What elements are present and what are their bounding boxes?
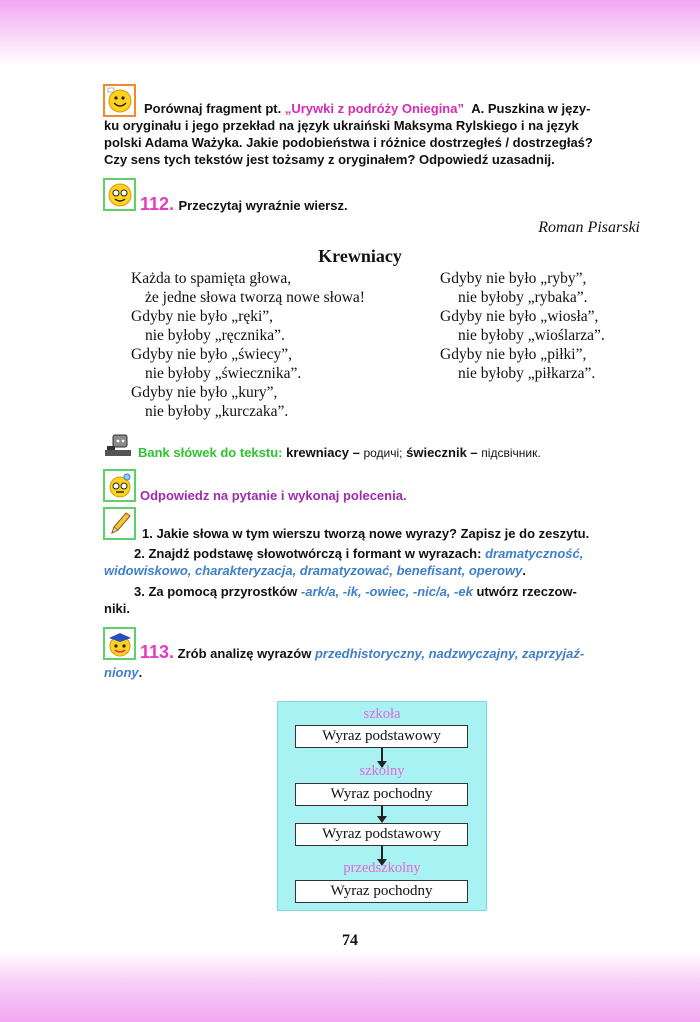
diagram-box-base-1: Wyraz podstawowy — [295, 725, 468, 748]
task-1: 1. Jakie słowa w tym wierszu tworzą nowe wyrazy? Zapisz je do zeszytu. — [142, 526, 590, 541]
diagram-arrow-line — [381, 748, 383, 762]
ex113-number: 113. — [140, 642, 175, 662]
poem-left-column — [131, 269, 431, 421]
poem-line: Gdyby nie było „kury”, — [131, 384, 278, 401]
poem-line: że jedne słowa tworzą nowe słowa! — [145, 289, 365, 306]
poem-line: nie byłoby „ręcznika”. — [145, 327, 285, 344]
ex113-period: . — [138, 665, 143, 680]
word-formation-diagram — [277, 701, 487, 911]
poem-line: nie byłoby „wioślarza”. — [458, 327, 605, 344]
word-bank-trans2: підсвічник. — [481, 446, 541, 460]
reading-smiley-icon — [103, 178, 136, 211]
thinking-smiley-icon — [103, 469, 136, 502]
computer-mascot-icon — [103, 432, 137, 460]
task-3-text: 3. Za pomocą przyrostków — [134, 584, 298, 599]
poem-author: Roman Pisarski — [538, 219, 640, 236]
poem-line: nie byłoby „piłkarza”. — [458, 365, 596, 382]
poem-title: Krewniacy — [318, 246, 402, 266]
top-gradient-band — [0, 0, 700, 66]
word-bank-word2: świecznik – — [406, 445, 478, 460]
intro-line3: polski Adama Ważyka. Jakie podobieństwa i różnice dostrzegłeś / dostrzegłaś? — [104, 135, 593, 150]
answer-heading: Odpowiedz na pytanie i wykonaj polecenia. — [140, 488, 407, 503]
ex113 — [104, 643, 644, 682]
diagram-box-derived-2: Wyraz pochodny — [295, 880, 468, 903]
ex113-words-end: niony — [104, 665, 139, 680]
ex113-text: Zrób analizę wyrazów — [177, 646, 312, 661]
diagram-word-szkola: szkoła — [363, 706, 401, 722]
task-2-text: 2. Znajdź podstawę słowotwórczą i formant w wyrazach: — [134, 546, 482, 561]
intro-line2: ku oryginału i jego przekład na język ukraiński Maksyma Rylskiego i na język — [104, 118, 579, 133]
task-2-line2 — [104, 562, 644, 579]
intro-line4: Czy sens tych tekstów jest tożsamy z oryginałem? Odpowiedź uzasadnij. — [104, 152, 555, 167]
diagram-word-przedszkolny: przedszkolny — [343, 860, 421, 876]
ex112-number: 112. — [140, 194, 175, 214]
ex112-header — [140, 194, 500, 215]
poem-line: Gdyby nie było „piłki”, — [440, 346, 587, 363]
intro-line1-a: Porównaj fragment pt. — [144, 101, 285, 116]
word-bank-trans1: родичі; — [363, 446, 403, 460]
task-3-text-b: utwórz rzeczow- — [476, 584, 577, 599]
task-3-line2: niki. — [104, 601, 131, 616]
diagram-arrow-head — [377, 816, 387, 823]
tasks-list — [104, 525, 644, 617]
word-bank — [138, 444, 658, 462]
word-bank-word1: krewniacy – — [286, 445, 360, 460]
poem-line: nie byłoby „kurczaka”. — [145, 403, 289, 420]
poem-line: Każda to spamięta głowa, — [131, 270, 292, 287]
poem-line: nie byłoby „rybaka”. — [458, 289, 588, 306]
intro-task — [104, 100, 644, 168]
task-3-suffixes: -ark/a, -ik, -owiec, -nic/a, -ek — [300, 584, 473, 599]
word-bank-label: Bank słówek do tekstu: — [138, 445, 283, 460]
poem-line: nie byłoby „świecznika”. — [145, 365, 302, 382]
intro-line1-b: A. Puszkina w języ- — [471, 101, 591, 116]
diagram-arrow-line — [381, 846, 383, 860]
poem-right-column — [440, 269, 660, 383]
task-3-line1 — [104, 583, 644, 600]
intro-title-quote: „Urywki z podróży Oniegina” — [284, 101, 464, 116]
diagram-word-szkolny: szkolny — [359, 763, 405, 779]
poem-line: Gdyby nie było „ryby”, — [440, 270, 587, 287]
poem-line: Gdyby nie było „wiosła”, — [440, 308, 599, 325]
task-2-line1 — [104, 545, 644, 562]
diagram-box-base-2: Wyraz podstawowy — [295, 823, 468, 846]
task-2-words-b: widowiskowo, charakteryzacja, dramatyzować, benefisant, operowy — [104, 563, 523, 578]
poem-line: Gdyby nie było „świecy”, — [131, 346, 292, 363]
ex113-words: przedhistoryczny, nadzwyczajny, zaprzyjaź- — [314, 646, 585, 661]
poem-line: Gdyby nie było „ręki”, — [131, 308, 274, 325]
task-2-period: . — [522, 563, 526, 578]
page-number: 74 — [342, 932, 358, 949]
task-2-words-a: dramatyczność, — [485, 546, 584, 561]
bottom-gradient-band — [0, 950, 700, 1022]
ex112-instruction: Przeczytaj wyraźnie wiersz. — [178, 198, 348, 213]
diagram-box-derived-1: Wyraz pochodny — [295, 783, 468, 806]
